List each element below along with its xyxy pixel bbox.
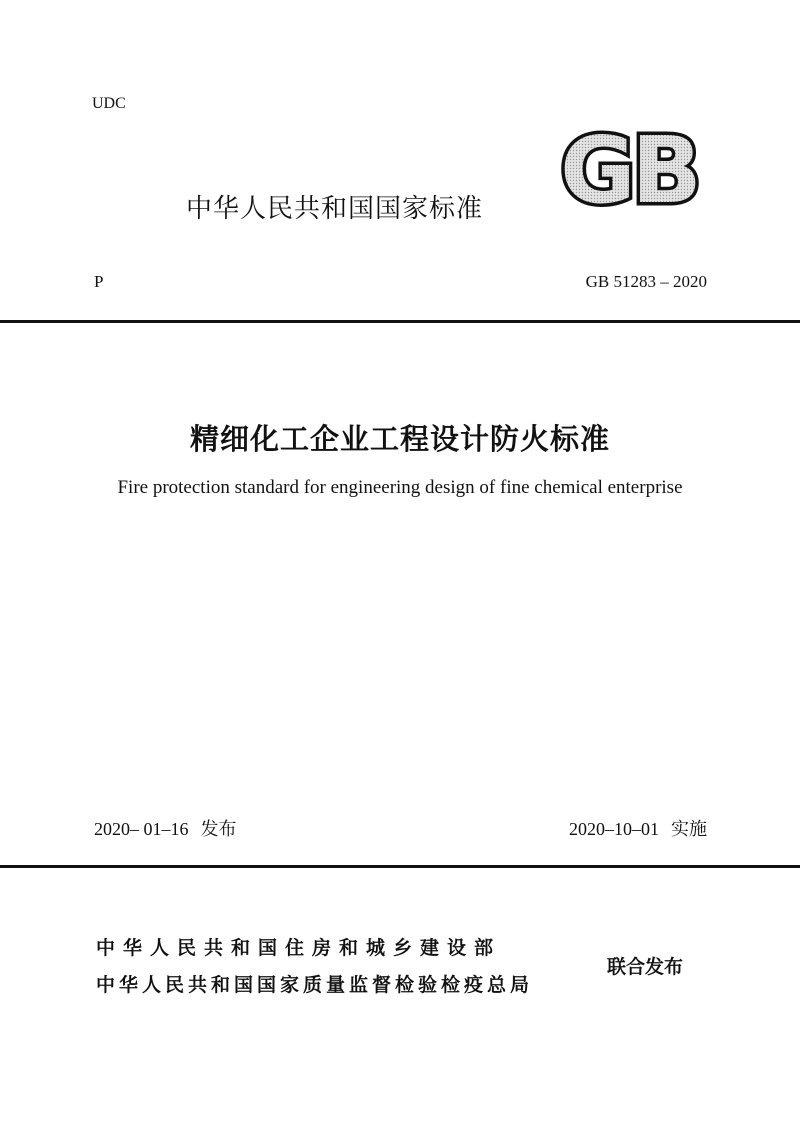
- title-english: Fire protection standard for engineering design of fine chemical enterprise: [117, 477, 683, 498]
- issue-date: 2020– 01–16: [94, 819, 189, 839]
- top-divider: [0, 320, 800, 323]
- implementation-date: 2020–10–01: [569, 819, 659, 839]
- gb-logo: [554, 128, 704, 210]
- issuer-quality-supervision: 中华人民共和国国家质量监督检验检疫总局: [96, 974, 534, 996]
- implementation-label: 实施: [671, 819, 707, 840]
- national-standard-heading: 中华人民共和国国家标准: [186, 194, 484, 224]
- implementation-date-line: [569, 815, 707, 841]
- gb-logo-text: GB: [560, 128, 698, 210]
- bottom-divider: [0, 865, 800, 868]
- issue-date-line: [94, 815, 237, 841]
- joint-issue-label: 联合发布: [607, 956, 684, 978]
- classification-code: P: [94, 272, 104, 291]
- issue-label: 发布: [200, 819, 237, 840]
- title-chinese: 精细化工企业工程设计防火标准: [189, 422, 610, 456]
- standard-number: GB 51283 – 2020: [585, 272, 707, 291]
- udc-label: UDC: [92, 95, 126, 112]
- issuer-ministry-housing: 中华人民共和国住房和城乡建设部: [96, 937, 502, 959]
